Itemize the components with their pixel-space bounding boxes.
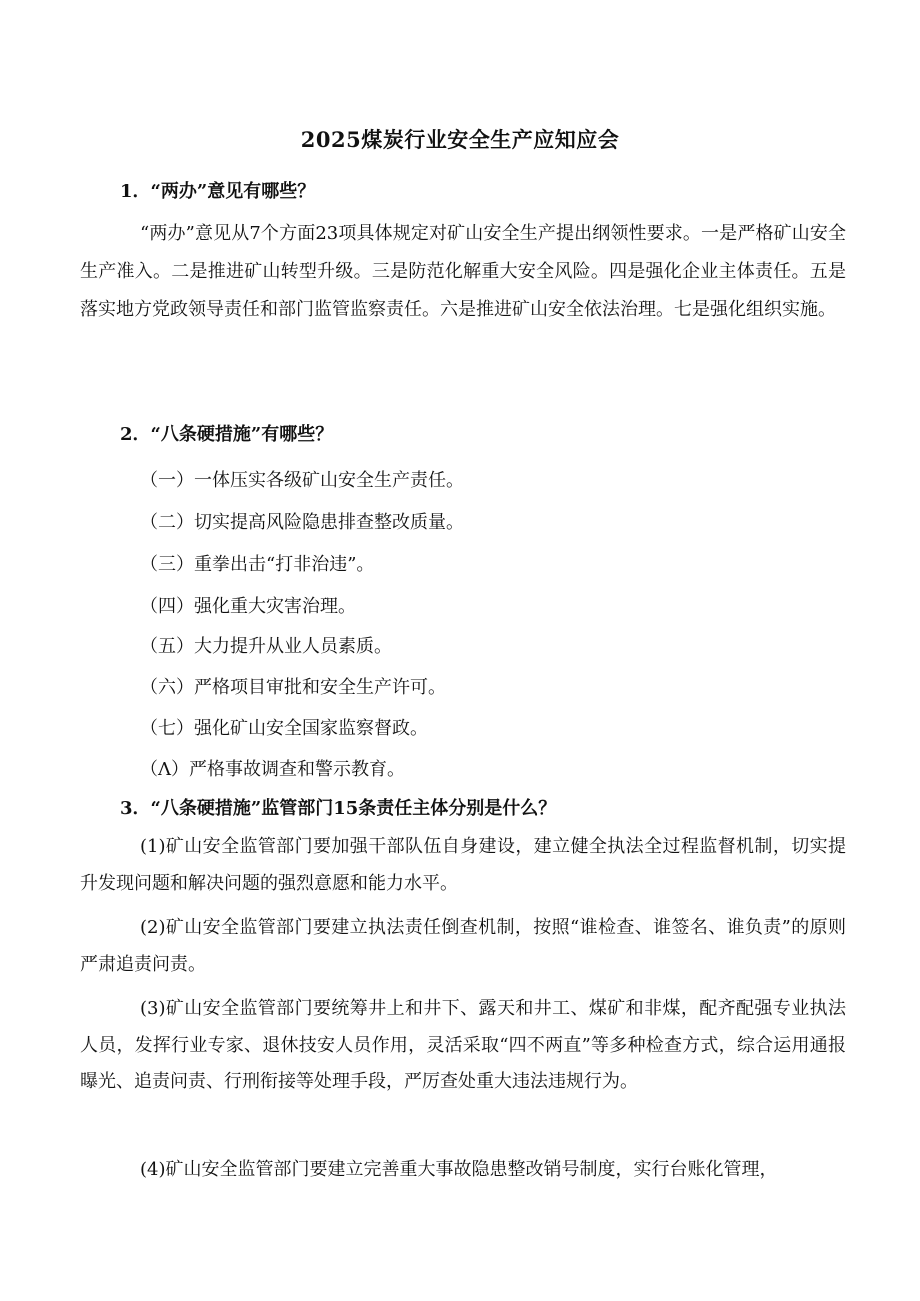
measure-item: （一）一体压实各级矿山安全生产责任。 xyxy=(140,470,464,491)
question-3-heading: 3．“八条硬措施”监管部门15条责任主体分别是什么？ xyxy=(120,798,557,819)
measure-item: （Λ）严格事故调查和警示教育。 xyxy=(140,759,405,780)
measure-item: （四）强化重大灾害治理。 xyxy=(140,596,356,617)
responsibility-paragraph: (3)矿山安全监管部门要统筹井上和井下、露天和井工、煤矿和非煤，配齐配强专业执法人员，发挥行业专家、退休技安人员作用，灵活采取“四不两直”等多种检查方式，综合运用通报曝光、追责问责、行刑衔接等处理手段，严厉查处重大违法违规行为。 xyxy=(80,998,846,1092)
measure-item: （五）大力提升从业人员素质。 xyxy=(140,636,392,657)
measure-item: （二）切实提高风险隐患排查整改质量。 xyxy=(140,512,464,533)
responsibility-paragraph: (2)矿山安全监管部门要建立执法责任倒查机制，按照“谁检查、谁签名、谁负责”的原则严肃追责问责。 xyxy=(80,917,846,975)
responsibility-paragraph: (4)矿山安全监管部门要建立完善重大事故隐患整改销号制度，实行台账化管理， xyxy=(140,1159,778,1180)
question-1-heading: 1．“两办”意见有哪些？ xyxy=(120,181,316,202)
responsibility-paragraph: (1)矿山安全监管部门要加强干部队伍自身建设，建立健全执法全过程监督机制，切实提升发现问题和解决问题的强烈意愿和能力水平。 xyxy=(80,836,846,894)
measure-item: （三）重拳出击“打非治违”。 xyxy=(140,554,375,575)
document-title: 2025煤炭行业安全生产应知应会 xyxy=(300,127,620,152)
measure-item: （六）严格项目审批和安全生产许可。 xyxy=(140,677,446,698)
question-2-heading: 2．“八条硬措施”有哪些？ xyxy=(120,424,334,445)
question-1-answer: “两办”意见从7个方面23项具体规定对矿山安全生产提出纲领性要求。一是严格矿山安全生产准入。二是推进矿山转型升级。三是防范化解重大安全风险。四是强化企业主体责任。五是落实地方党政领导责任和部门监管监察责任。六是推进矿山安全依法治理。七是强化组织实施。 xyxy=(80,223,846,320)
measure-item: （七）强化矿山安全国家监察督政。 xyxy=(140,718,428,739)
